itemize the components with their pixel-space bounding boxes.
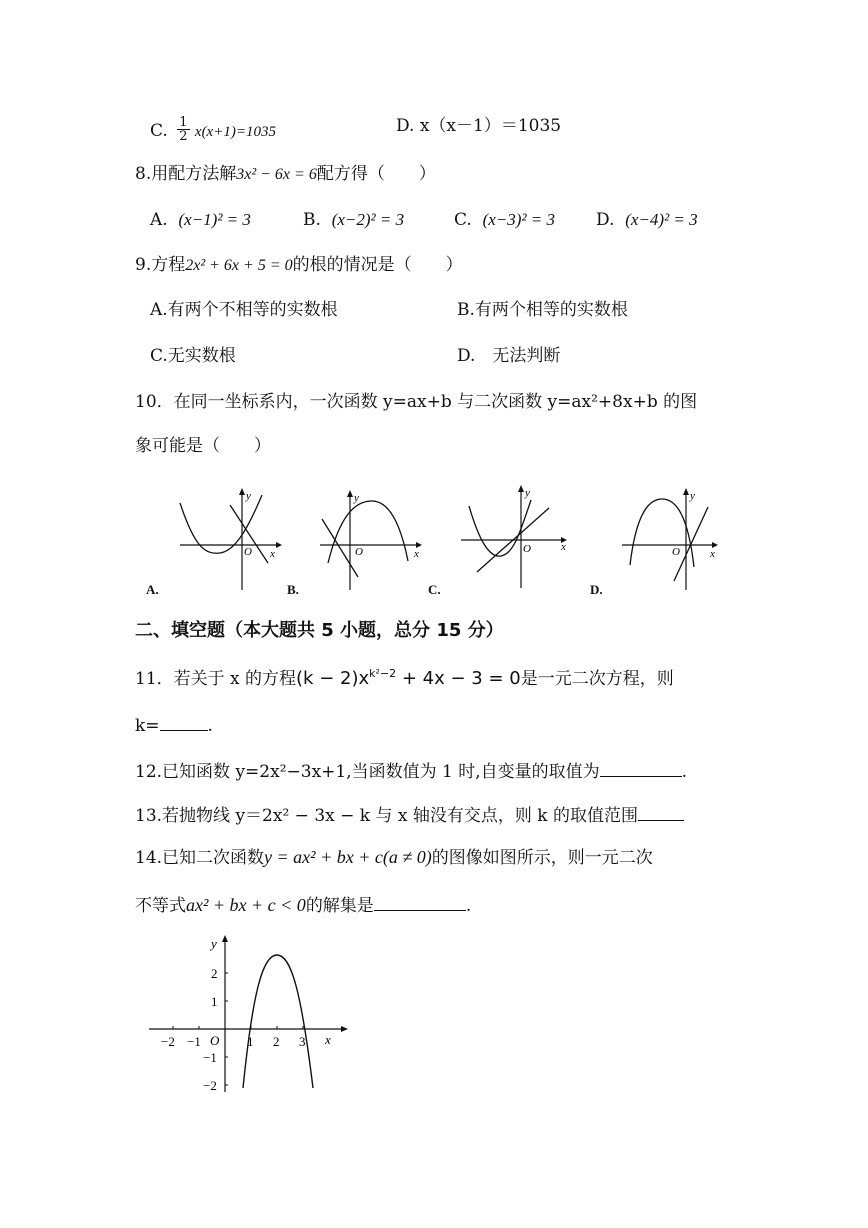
q11-line2: k= .	[135, 716, 213, 736]
q11-line1: 11．若关于 x 的方程$(k - 2)x^{k^2-2} + 4x - 3 = 0$是一元二次方程，则	[135, 667, 674, 689]
q7-option-c-fraction: $\frac{1}{2}$	[179, 115, 188, 144]
q13: 13.若抛物线 y＝2x² − 3x − k 与 x 轴没有交点，则 k 的取值范围	[135, 804, 684, 825]
q9-option-b: B.有两个相等的实数根	[457, 300, 628, 320]
q12: 12.已知函数 y=2x²−3x+1,当函数值为 1 时,自变量的取值为 .	[135, 762, 688, 782]
q7-option-c	[150, 108, 276, 148]
q10-graph-b	[310, 485, 445, 595]
q14-x-tick-3: 3	[299, 1034, 306, 1049]
q10-graph-c	[455, 480, 590, 595]
q8-option-b: B. (x−2)² = 3	[303, 210, 405, 230]
q14-line1: 14.已知二次函数y = ax² + bx + c(a ≠ 0)的图像如图所示，则一元二次	[135, 847, 653, 868]
q14-inequality: ax² + bx + c < 0	[186, 895, 306, 915]
q14-x-tick-1: 1	[247, 1034, 254, 1049]
q14-y-tick-neg1: −1	[203, 1050, 217, 1065]
q10-a-origin: O	[244, 546, 252, 558]
q10-graph-d	[612, 485, 732, 595]
q14-y-label: y	[211, 936, 217, 951]
q10-d-x-label: x	[710, 548, 715, 560]
q9-equation: 2x² + 6x + 5 = 0	[185, 257, 293, 274]
q8-option-c: C. (x−3)² = 3	[454, 210, 556, 230]
q14-x-tick-neg2: −2	[161, 1034, 175, 1049]
q14-y-tick-neg2: −2	[203, 1078, 217, 1093]
q14-x-label: x	[325, 1032, 331, 1047]
q14-answer-blank[interactable]	[374, 894, 466, 911]
q8-stem: 8.用配方法解3x² − 6x = 6配方得（ ）	[135, 164, 436, 184]
q7-option-d: D. x（x－1）＝1035	[396, 116, 562, 136]
q10-d-origin: O	[672, 546, 680, 558]
q8-equation: 3x² − 6x = 6	[236, 166, 317, 183]
q10-a-y-label: y	[246, 490, 251, 502]
q8-option-d: D. (x−4)² = 3	[596, 210, 698, 230]
q14-y-tick-1: 1	[211, 994, 218, 1009]
q7-option-c-label: C.	[150, 121, 168, 141]
q10-c-origin: O	[523, 543, 531, 555]
q11-answer-blank[interactable]	[160, 714, 208, 731]
section-2-title: 二、填空题（本大题共 5 小题，总分 15 分）	[135, 620, 504, 641]
q10-graph-b-label: B.	[287, 582, 299, 597]
q10-graph-d-label: D.	[590, 582, 603, 597]
q10-graph-a-label: A.	[146, 582, 159, 597]
q10-b-y-label: y	[354, 492, 359, 504]
q10-c-x-label: x	[561, 541, 566, 553]
q10-stem-line1: 10．在同一坐标系内，一次函数 y=ax+b 与二次函数 y=ax²+8x+b 的图	[135, 392, 698, 412]
q14-origin: O	[210, 1033, 220, 1048]
q10-graph-a	[150, 485, 285, 595]
q13-answer-blank[interactable]	[638, 804, 684, 821]
q11-equation: $(k - 2)x^{k^2-2} + 4x - 3 = 0$	[296, 667, 521, 689]
q8-option-a: A. (x−1)² = 3	[150, 210, 251, 230]
q12-answer-blank[interactable]	[600, 760, 682, 777]
q10-b-x-label: x	[414, 548, 419, 560]
q10-graph-c-label: C.	[428, 582, 441, 597]
q9-stem: 9.方程2x² + 6x + 5 = 0的根的情况是（ ）	[135, 255, 463, 275]
q14-x-tick-2: 2	[273, 1034, 280, 1049]
q14-x-tick-neg1: −1	[187, 1034, 201, 1049]
q10-b-origin: O	[355, 546, 363, 558]
q10-a-x-label: x	[270, 548, 275, 560]
q14-y-tick-2: 2	[211, 966, 218, 981]
q10-c-y-label: y	[525, 487, 530, 499]
q9-option-a: A.有两个不相等的实数根	[150, 300, 338, 320]
q7-option-c-expr: x(x+1)=1035	[194, 124, 276, 140]
q10-d-y-label: y	[690, 490, 695, 502]
q9-option-c: C.无实数根	[150, 346, 236, 366]
q14-line2: 不等式ax² + bx + c < 0的解集是 .	[135, 895, 472, 916]
q14-parabola-graph	[145, 930, 355, 1100]
q9-option-d: D. 无法判断	[457, 346, 561, 366]
q14-function: y = ax² + bx + c(a ≠ 0)	[264, 847, 432, 867]
q14-parabola	[243, 955, 313, 1088]
q10-stem-line2: 象可能是（ ）	[135, 436, 271, 456]
